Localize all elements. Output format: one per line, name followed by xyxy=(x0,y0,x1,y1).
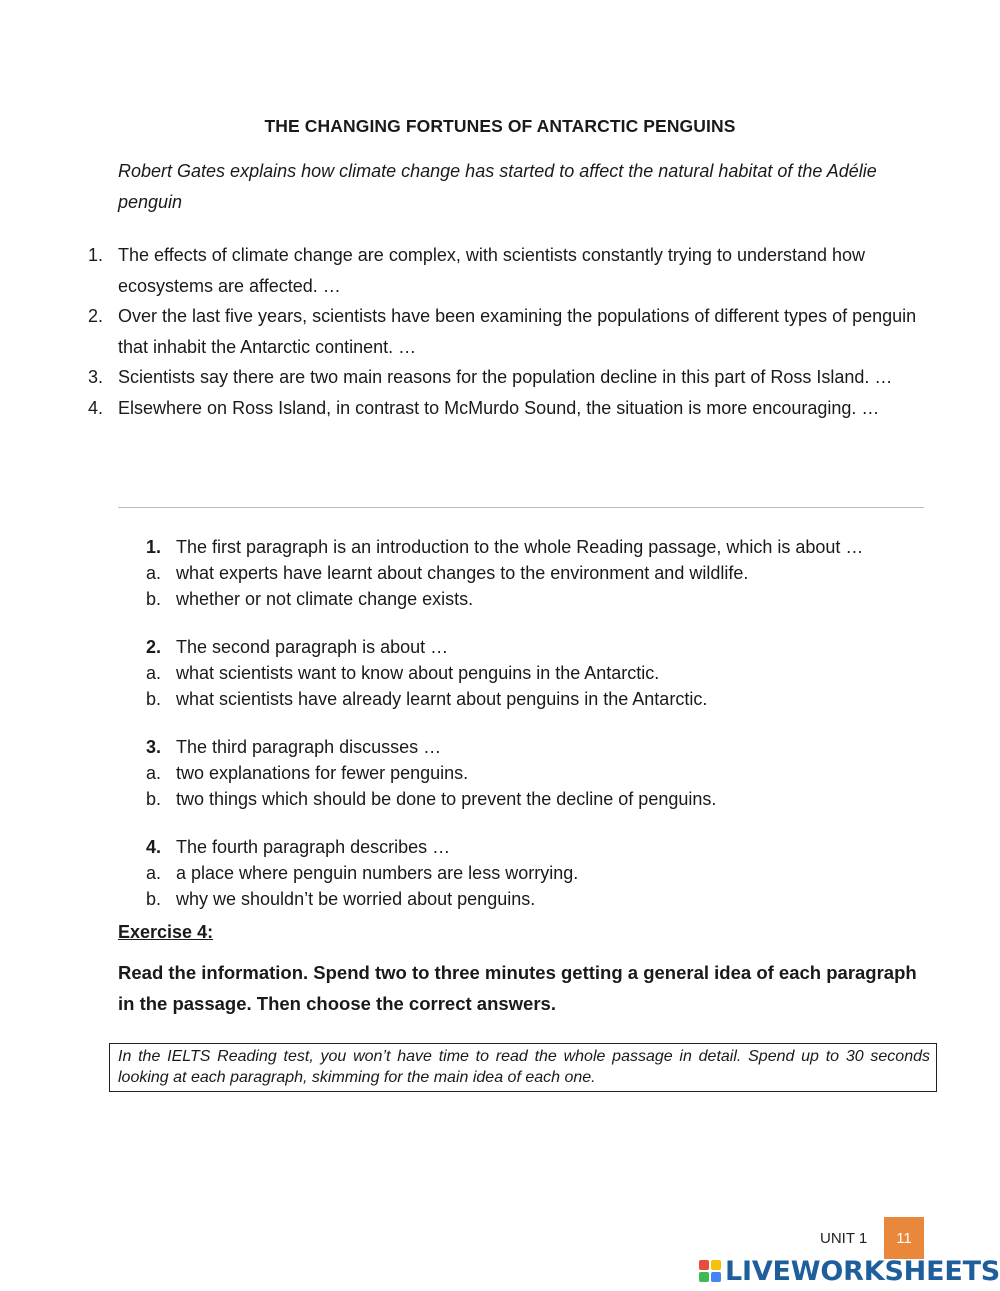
brand-wordmark: LIVEWORKSHEETS xyxy=(725,1255,1000,1287)
option-letter: a. xyxy=(146,663,162,683)
answer-option-b[interactable] xyxy=(146,686,936,712)
option-text: why we shouldn’t be worried about penguins. xyxy=(176,889,536,909)
paragraph-text: Elsewhere on Ross Island, in contrast to McMurdo Sound, the situation is more encouraging. … xyxy=(118,397,880,418)
answer-option-b[interactable] xyxy=(146,786,936,812)
question-number: 3. xyxy=(146,737,162,757)
answer-option-a[interactable] xyxy=(146,860,936,886)
logo-block xyxy=(699,1272,709,1282)
logo-block xyxy=(711,1272,721,1282)
option-text: what experts have learnt about changes to the environment and wildlife. xyxy=(176,563,749,583)
answer-option-b[interactable] xyxy=(146,886,936,912)
question-stem-text: The second paragraph is about … xyxy=(176,637,449,657)
paragraph-item xyxy=(86,301,936,362)
question-2 xyxy=(146,634,936,712)
question-stem-text: The fourth paragraph describes … xyxy=(176,837,451,857)
question-stem-text: The first paragraph is an introduction to the whole Reading passage, which is about … xyxy=(176,537,864,557)
article-subtitle: Robert Gates explains how climate change has started to affect the natural habitat of the Adélie penguin xyxy=(118,161,877,212)
paragraph-number: 2. xyxy=(88,306,104,326)
option-letter: b. xyxy=(146,789,162,809)
question-number: 4. xyxy=(146,837,162,857)
unit-label: UNIT 1 xyxy=(820,1230,868,1247)
paragraph-number: 4. xyxy=(88,397,104,418)
answer-option-a[interactable] xyxy=(146,660,936,686)
question-stem xyxy=(146,534,936,560)
logo-block xyxy=(711,1260,721,1270)
option-letter: b. xyxy=(146,589,162,609)
question-number: 2. xyxy=(146,637,162,657)
divider xyxy=(118,507,924,508)
paragraph-text: Scientists say there are two main reasons for the population decline in this part of Ross Island. … xyxy=(118,367,893,387)
paragraph-item xyxy=(86,362,936,393)
option-text: two explanations for fewer penguins. xyxy=(176,763,469,783)
question-stem xyxy=(146,834,936,860)
liveworksheets-logo xyxy=(699,1255,1000,1287)
paragraph-summary-list xyxy=(86,240,936,423)
paragraph-number: 3. xyxy=(88,367,104,387)
option-text: what scientists have already learnt about penguins in the Antarctic. xyxy=(176,689,708,709)
question-number: 1. xyxy=(146,537,162,557)
question-stem xyxy=(146,734,936,760)
logo-blocks-icon xyxy=(699,1260,721,1282)
question-list xyxy=(146,534,936,934)
page-number: 11 xyxy=(884,1217,924,1259)
option-letter: a. xyxy=(146,563,162,583)
option-letter: a. xyxy=(146,863,162,883)
logo-block xyxy=(699,1260,709,1270)
option-text: a place where penguin numbers are less worrying. xyxy=(176,863,579,883)
tip-box: In the IELTS Reading test, you won’t have time to read the whole passage in detail. Spend up to 30 seconds looking at each paragraph, skimming for the main idea of each one. xyxy=(109,1043,937,1092)
answer-option-a[interactable] xyxy=(146,560,936,586)
option-text: what scientists want to know about penguins in the Antarctic. xyxy=(176,663,660,683)
option-text: two things which should be done to prevent the decline of penguins. xyxy=(176,789,717,809)
question-4 xyxy=(146,834,936,912)
question-1 xyxy=(146,534,936,612)
question-stem-text: The third paragraph discusses … xyxy=(176,737,442,757)
option-letter: b. xyxy=(146,889,162,909)
option-letter: b. xyxy=(146,689,162,709)
exercise-heading: Exercise 4: xyxy=(118,922,214,942)
option-letter: a. xyxy=(146,763,162,783)
question-3 xyxy=(146,734,936,812)
paragraph-number: 1. xyxy=(88,245,104,265)
page-title: THE CHANGING FORTUNES OF ANTARCTIC PENGUINS xyxy=(264,116,736,136)
question-stem xyxy=(146,634,936,660)
paragraph-text: The effects of climate change are complex, with scientists constantly trying to understand how ecosystems are affected. … xyxy=(118,245,866,296)
paragraph-item xyxy=(86,240,936,301)
option-text: whether or not climate change exists. xyxy=(176,589,474,609)
paragraph-item xyxy=(86,393,936,424)
answer-option-b[interactable] xyxy=(146,586,936,612)
answer-option-a[interactable] xyxy=(146,760,936,786)
exercise-instruction: Read the information. Spend two to three minutes getting a general idea of each paragraph in the passage. Then choose the correct answers. xyxy=(118,962,917,1014)
paragraph-text: Over the last five years, scientists have been examining the populations of different types of penguin that inhabit the Antarctic continent. … xyxy=(118,306,917,357)
